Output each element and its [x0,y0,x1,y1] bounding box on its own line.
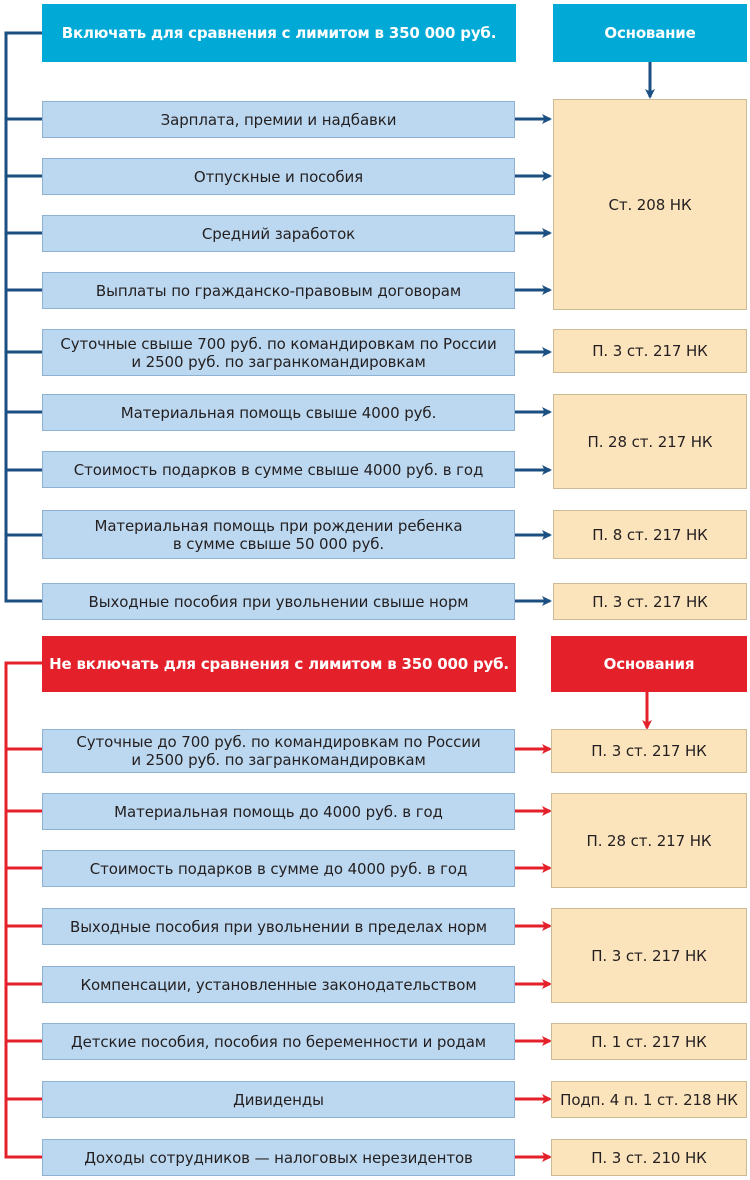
item-label: Отпускные и пособия [193,167,364,186]
exclude-basis-3 [551,908,747,1003]
include-basis-1 [553,99,747,310]
include-item-2 [42,158,515,195]
include-item-7 [42,451,515,488]
basis-label: П. 28 ст. 217 НК [587,432,713,451]
exclude-basis-2 [551,793,747,888]
include-title: Включать для сравнения с лимитом в 350 000 руб. [42,4,516,62]
exclude-item-3 [42,850,515,887]
basis-label: Подп. 4 п. 1 ст. 218 НК [560,1090,738,1109]
include-item-3 [42,215,515,252]
item-label: Суточные до 700 руб. по командировкам по России и 2500 руб. по загранкомандировкам [76,733,481,769]
include-basis-header: Основание [553,4,747,62]
include-bracket [6,33,42,601]
exclude-item-2 [42,793,515,830]
exclude-basis-1 [551,729,747,773]
basis-label: П. 3 ст. 217 НК [591,946,707,965]
item-label: Выходные пособия при увольнении свыше норм [88,592,469,611]
basis-label: П. 3 ст. 210 НК [591,1148,707,1167]
item-label: Суточные свыше 700 руб. по командировкам по России и 2500 руб. по загранкомандировкам [60,334,497,371]
basis-label: П. 3 ст. 217 НК [592,592,708,611]
item-label: Дивиденды [233,1090,324,1109]
basis-label: П. 28 ст. 217 НК [586,831,712,850]
item-label: Выходные пособия при увольнении в пределах норм [70,917,487,936]
item-label: Средний заработок [201,224,356,243]
item-label: Детские пособия, пособия по беременности и родам [70,1032,487,1051]
include-basis-5 [553,583,747,620]
include-item-9 [42,583,515,620]
exclude-basis-4 [551,1023,747,1060]
item-label: Материальная помощь свыше 4000 руб. [120,403,437,422]
include-item-4 [42,272,515,309]
basis-label: П. 1 ст. 217 НК [591,1032,707,1051]
include-item-5 [42,329,515,376]
include-item-6 [42,394,515,431]
item-label: Материальная помощь до 4000 руб. в год [114,802,443,821]
exclude-item-1 [42,729,515,773]
exclude-title: Не включать для сравнения с лимитом в 350 000 руб. [42,636,516,692]
exclude-basis-6 [551,1139,747,1176]
exclude-basis-header: Основания [551,636,747,692]
exclude-bracket [6,663,42,1157]
exclude-item-6 [42,1023,515,1060]
exclude-item-4 [42,908,515,945]
exclude-item-5 [42,966,515,1003]
basis-label: П. 3 ст. 217 НК [592,342,708,360]
include-basis-2 [553,329,747,373]
exclude-item-7 [42,1081,515,1118]
item-label: Стоимость подарков в сумме свыше 4000 руб. в год [73,460,484,479]
item-label: Стоимость подарков в сумме до 4000 руб. в год [89,859,468,878]
include-item-1 [42,101,515,138]
item-label: Выплаты по гражданско-правовым договорам [95,281,462,300]
include-item-8 [42,510,515,559]
item-label: Зарплата, премии и надбавки [160,110,397,129]
item-label: Доходы сотрудников — налоговых нерезидентов [84,1148,473,1167]
include-basis-4 [553,510,747,559]
item-label: Материальная помощь при рождении ребенка в сумме свыше 50 000 руб. [94,516,463,553]
basis-label: Ст. 208 НК [608,195,692,214]
include-basis-3 [553,394,747,489]
item-label: Компенсации, установленные законодательством [80,975,477,994]
exclude-item-8 [42,1139,515,1176]
exclude-basis-5 [551,1081,747,1118]
basis-label: П. 8 ст. 217 НК [592,525,708,544]
basis-label: П. 3 ст. 217 НК [591,742,707,760]
